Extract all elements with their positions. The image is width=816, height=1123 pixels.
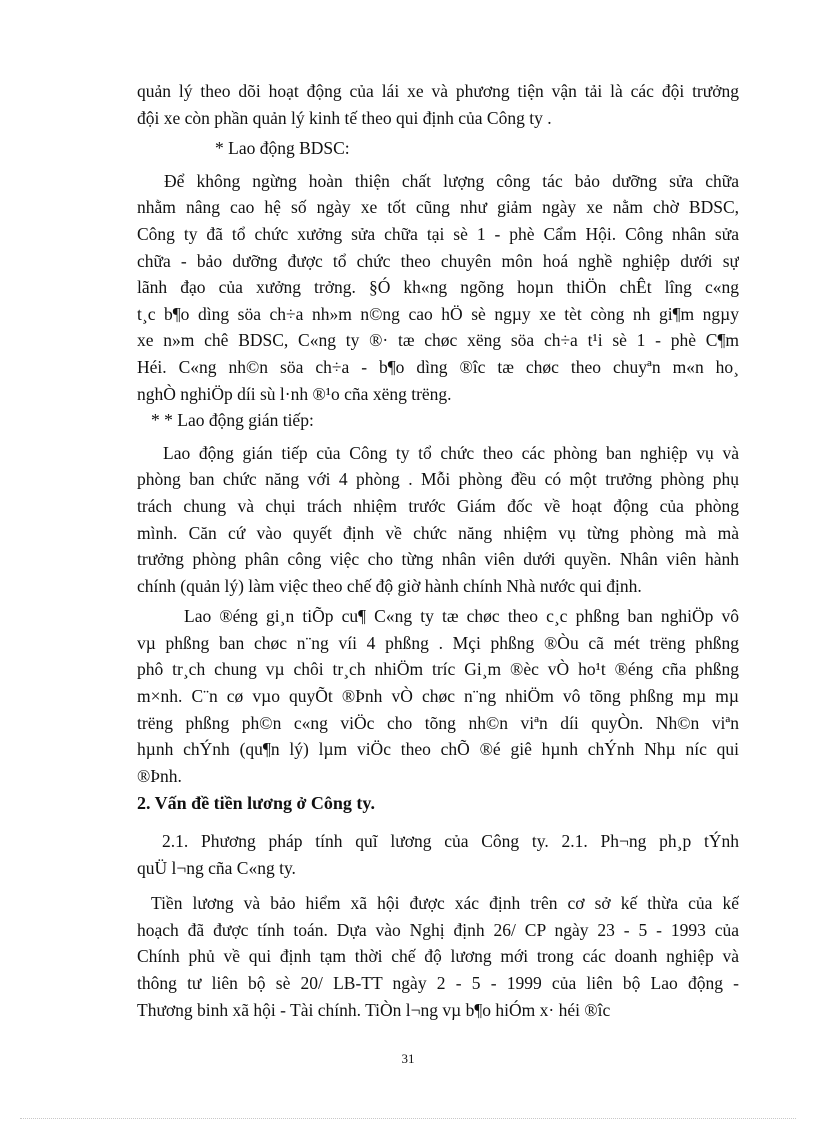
text-line: t¸c b¶o dìng söa ch÷a nh»m n©ng cao hÖ sè ngµy xe tèt còng nh gi¶m ngµy <box>137 303 739 324</box>
text-line: phòng ban chức năng với 4 phòng . Mỗi phòng đều có một trưởng phòng phụ <box>137 469 739 490</box>
text-line: nghÒ nghiÖp díi sù l·nh ®¹o cña xëng trëng. <box>137 383 452 404</box>
section-heading: 2. Vấn đề tiền lương ở Công ty. <box>137 793 375 813</box>
text-line: Tiền lương và bảo hiểm xã hội được xác định trên cơ sở kế thừa của kế <box>151 893 739 914</box>
text-line: Thương binh xã hội - Tài chính. TiÒn l¬ng vµ b¶o hiÓm x· héi ®îc <box>137 999 611 1020</box>
text-line: nhằm nâng cao hệ số ngày xe tốt cũng như giảm ngày xe nằm chờ BDSC, <box>137 197 739 218</box>
text-line: trëng phßng ph©n c«ng viÖc cho tõng nh©n viªn díi quyÒn. Nh©n viªn <box>137 712 739 733</box>
page-border <box>20 1118 796 1119</box>
text-line: vµ phßng ban chøc n¨ng víi 4 phßng . Mçi phßng ®Òu cã mét trëng phßng <box>137 632 739 653</box>
text-line: lãnh đạo của xưởng trởng. §Ó kh«ng ngõng hoµn thiÖn chÊt lîng c«ng <box>137 277 739 298</box>
section-label: * Lao động BDSC: <box>215 138 350 159</box>
text-line: Chính phủ về qui định tạm thời chế độ lương mới trong các doanh nghiệp và <box>137 946 739 967</box>
text-line: Công ty đã tổ chức xưởng sửa chữa tại sè 1 - phè Cẩm Hội. Công nhân sửa <box>137 223 739 244</box>
page-number: 31 <box>401 1051 415 1066</box>
text-line: trưởng phòng phân công việc cho từng nhân viên dưới quyền. Nhân viên hành <box>137 549 739 570</box>
text-line: m×nh. C¨n cø vµo quyÕt ®Þnh vÒ chøc n¨ng nhiÖm vô tõng phßng mµ mµ <box>137 686 739 707</box>
text-line: trách chung và chụi trách nhiệm trước Giám đốc về hoạt động của phòng <box>137 495 739 516</box>
text-line: xe n»m chê BDSC, C«ng ty ®· tæ chøc xëng söa ch÷a t¹i sè 1 - phè C¶m <box>137 330 739 351</box>
text-line: Lao ®éng gi¸n tiÕp cu¶ C«ng ty tæ chøc theo c¸c phßng ban nghiÖp vô <box>184 606 739 627</box>
body-text <box>137 828 739 1020</box>
text-line: đội xe còn phần quản lý kinh tế theo qui định của Công ty . <box>137 107 552 128</box>
text-line: mình. Căn cứ vào quyết định về chức năng nhiệm vụ từng phòng mà mà <box>137 522 739 543</box>
text-line: Để không ngừng hoàn thiện chất lượng công tác bảo dưỡng sửa chữa <box>164 170 739 191</box>
text-line: quÜ l¬ng cña C«ng ty. <box>137 857 296 878</box>
text-line: quản lý theo dõi hoạt động của lái xe và phương tiện vận tải là các đội trưởng <box>137 81 739 101</box>
text-line: chữa - bảo dưỡng được tổ chức theo chuyên môn hoá nghề nghiệp dưới sự <box>137 250 739 271</box>
section-label: * * Lao động gián tiếp: <box>151 410 314 431</box>
text-line: Lao động gián tiếp của Công ty tổ chức theo các phòng ban nghiệp vụ và <box>163 442 739 463</box>
text-line: thông tư liên bộ sè 20/ LB-TT ngày 2 - 5 - 1999 của liên bộ Lao động - <box>137 972 739 993</box>
text-line: 2.1. Phương pháp tính quĩ lương của Công ty. 2.1. Ph¬ng ph¸p tÝnh <box>162 831 739 851</box>
body-text <box>137 78 739 786</box>
text-line: phô tr¸ch chung vµ chôi tr¸ch nhiÖm tríc Gi¸m ®èc vÒ ho¹t ®éng cña phßng <box>137 659 739 680</box>
text-line: ®Þnh. <box>137 765 182 786</box>
text-line: hoạch đã được tính toán. Dựa vào Nghị định 26/ CP ngày 23 - 5 - 1993 của <box>137 919 739 940</box>
text-line: chính (quản lý) làm việc theo chế độ giờ hành chính Nhà nước qui định. <box>137 575 642 596</box>
text-line: hµnh chÝnh (qu¶n lý) lµm viÖc theo chÕ ®é giê hµnh chÝnh Nhµ níc qui <box>137 739 739 760</box>
text-line: Héi. C«ng nh©n söa ch÷a - b¶o dìng ®îc tæ chøc theo chuyªn m«n ho¸ <box>137 356 739 377</box>
